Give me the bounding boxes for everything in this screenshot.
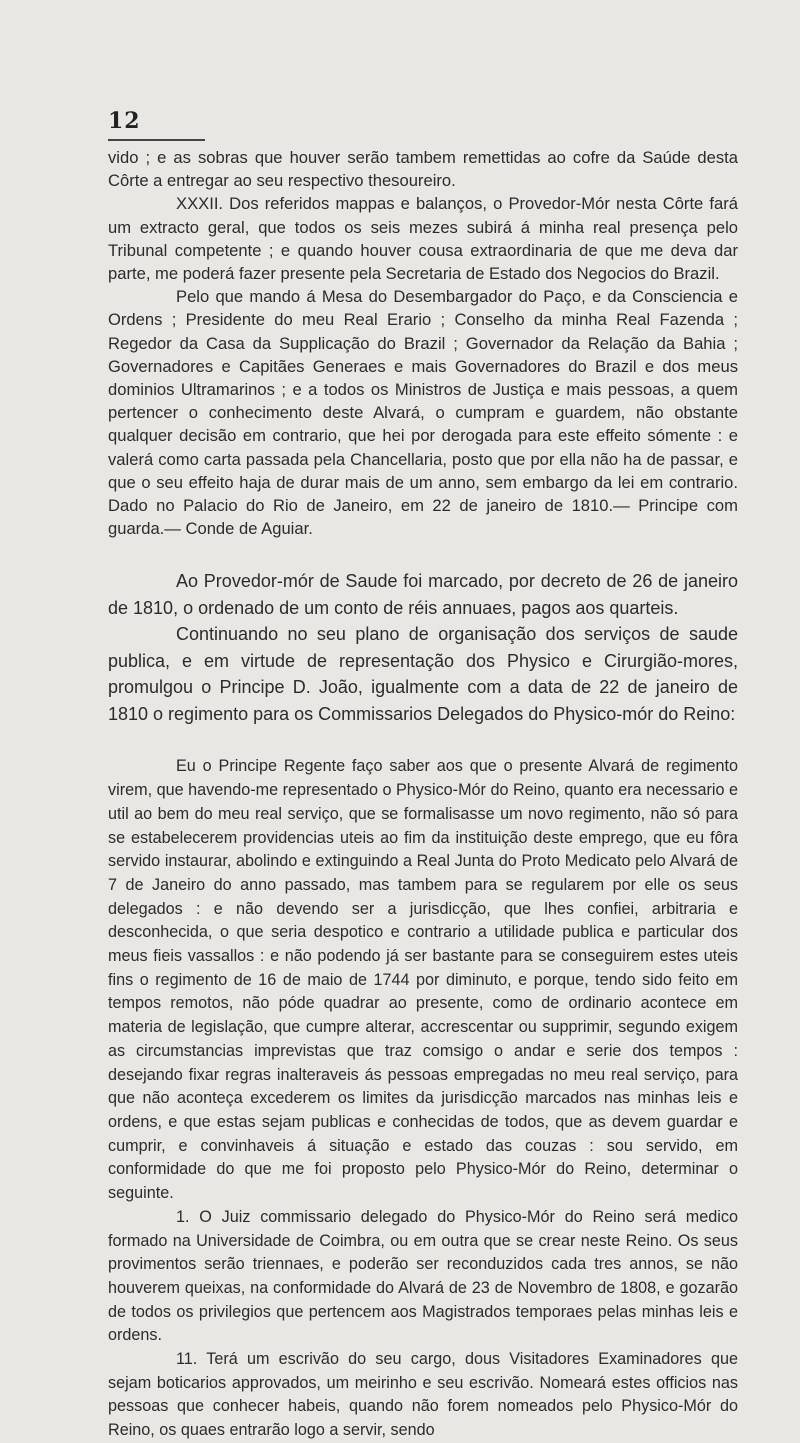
page-number: 12 [108, 108, 141, 134]
paragraph-salary: Ao Provedor-mór de Saude foi marcado, por decreto de 26 de janeiro de 1810, o ordenado de um conto de réis annuaes, pagos aos quarteis. [108, 571, 738, 618]
header-rule [108, 139, 205, 141]
section-provedor [108, 568, 738, 727]
paragraph-alvara: Eu o Principe Regente faço saber aos que o presente Alvará de regimento virem, que havendo-me representado o Physico-Mór do Reino, quanto era necessario e util ao bem do meu real serviço, que se formalisasse um novo regimento, não só para se estabelecerem providencias uteis ao fim da instituição deste emprego, que eu fôra servido instaurar, abolindo e extinguindo a Real Junta do Proto Medicato pelo Alvará de 7 de Janeiro do anno passado, mas tambem para se regularem por elle os seus delegados : e não devendo ser a jurisdicção, que lhes confiei, arbitraria e desconhecida, o que seria despotico e contrario a utilidade publica e particular dos meus fieis vassallos : e não podendo já ser bastante para se conseguirem estes uteis fins o regimento de 16 de maio de 1744 por diminuto, e porque, tendo sido feito em tempos remotos, não póde quadrar ao presente, como de ordinario acontece em materia de legislação, que cumpre alterar, accrescentar ou supprimir, segundo exigem as circumstancias imprevistas que traz comsigo o andar e serie dos tempos : desejando fixar regras inalteraveis ás pessoas empregadas no meu real serviço, para que não aconteça excederem os limites da jurisdicção marcados nas minhas leis e ordens, e que estas sejam publicas e conhecidas de todos, que as devem guardar e cumprir, e convinhaveis á situação e estado das couzas : sou servido, em conformidade do que me foi proposto pelo Physico-Mór do Reino, determinar o seguinte. [108, 757, 738, 1203]
section-gap [108, 727, 738, 755]
page-body [108, 146, 738, 1443]
paragraph-item-1: 1. O Juiz commissario delegado do Physico-Mór do Reino será medico formado na Universidade de Coimbra, ou em outra que se crear neste Reino. Os seus provimentos serão triennaes, e poderão ser reconduzidos cada tres annos, se não houverem queixas, na conformidade do Alvará de 23 de Novembro de 1808, e gozarão de todos os privilegios que pertencem aos Magistrados temporaes pelas minhas leis e ordens. [108, 1207, 738, 1345]
section-gap [108, 540, 738, 568]
paragraph-regimento-intro: Continuando no seu plano de organisação dos serviços de saude publica, e em virtude de representação dos Physico e Cirurgião-mores, promulgou o Principe D. João, igualmente com a data de 22 de janeiro de 1810 o regimento para os Commissarios Delegados do Physico-mór do Reino: [108, 624, 738, 724]
section-regimento [108, 755, 738, 1442]
paragraph-continuation: vido ; e as sobras que houver serão tambem remettidas ao cofre da Saúde desta Côrte a entregar ao seu respectivo thesoureiro. [108, 148, 738, 191]
paragraph-mandate: Pelo que mando á Mesa do Desembargador do Paço, e da Consciencia e Ordens ; Presidente do meu Real Erario ; Conselho da minha Real Fazenda ; Regedor da Casa da Supplicação do Brazil ; Governador da Relação da Bahia ; Governadores e Capitães Generaes e mais Governadores do Brazil e dos meus dominios Ultramarinos ; e a todos os Ministros de Justiça e mais pessoas, a quem pertencer o conhecimento deste Alvará, o cumpram e guardem, não obstante qualquer decisão em contrario, que hei por derogada para este effeito sómente : e valerá como carta passada pela Chancellaria, posto que por ella não ha de passar, e que o seu effeito haja de durar mais de um anno, sem embargo da lei em contrario. Dado no Palacio do Rio de Janeiro, em 22 de janeiro de 1810.— Principe com guarda.— Conde de Aguiar. [108, 287, 738, 539]
paragraph-item-2: 11. Terá um escrivão do seu cargo, dous Visitadores Examinadores que sejam boticarios approvados, um meirinho e seu escrivão. Nomeará estes officios nas pessoas que conhecer habeis, quando não forem nomeados pelo Physico-Mór do Reino, os quaes entrarão logo a servir, sendo [108, 1350, 738, 1440]
paragraph-article-xxxii: XXXII. Dos referidos mappas e balanços, o Provedor-Mór nesta Côrte fará um extracto geral, que todos os seis mezes subirá á minha real presença pelo Tribunal competente ; e quando houver cousa extraordinaria de que me deva dar parte, me poderá fazer presente pela Secretaria de Estado dos Negocios do Brazil. [108, 194, 738, 284]
